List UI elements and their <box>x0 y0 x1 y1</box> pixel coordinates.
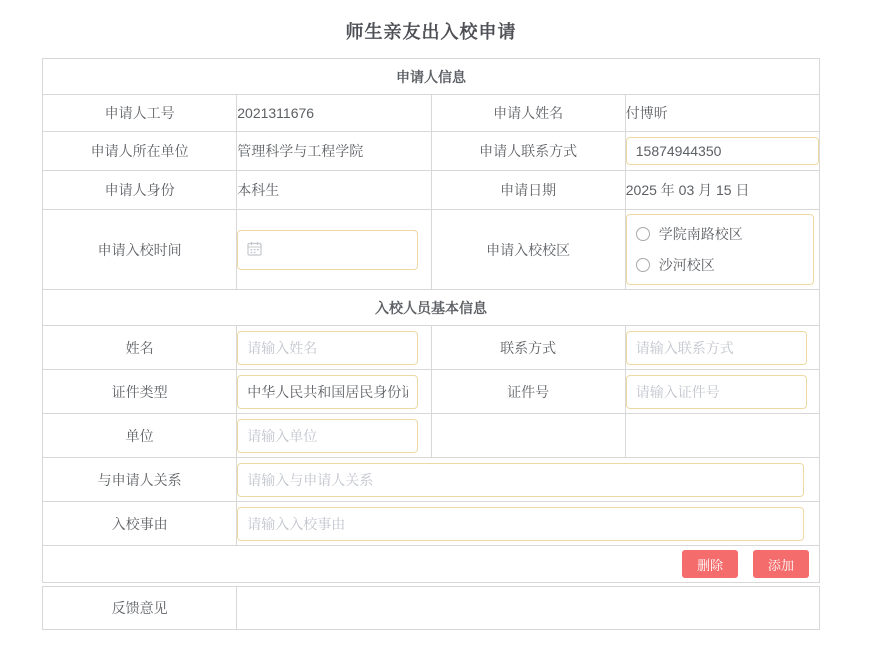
feedback-table <box>42 586 820 630</box>
relation-row <box>43 458 820 502</box>
campus-option-label: 沙河校区 <box>658 257 715 273</box>
campus-option-south-college-road[interactable] <box>636 224 813 244</box>
applicant-name-label: 申请人姓名 <box>431 95 625 132</box>
visitor-contact-label: 联系方式 <box>431 326 625 370</box>
applicant-section-header: 申请人信息 <box>43 59 820 95</box>
id-type-input[interactable] <box>237 375 418 409</box>
applicant-contact-input[interactable] <box>626 137 819 165</box>
entry-time-campus-row <box>43 210 820 290</box>
campus-option-label: 学院南路校区 <box>658 226 743 242</box>
applicant-name-value: 付博昕 <box>625 95 819 132</box>
entry-time-label: 申请入校时间 <box>43 210 237 290</box>
delete-button[interactable]: 删除 <box>682 550 738 578</box>
visitor-section-row <box>43 290 820 326</box>
feedback-label: 反馈意见 <box>43 587 237 630</box>
id-number-input[interactable] <box>626 375 807 409</box>
applicant-contact-label: 申请人联系方式 <box>431 132 625 171</box>
visitor-unit-label: 单位 <box>43 414 237 458</box>
visitor-unit-input[interactable] <box>237 419 418 453</box>
add-button[interactable]: 添加 <box>753 550 809 578</box>
work-id-label: 申请人工号 <box>43 95 237 132</box>
empty-cell <box>625 414 819 458</box>
reason-row <box>43 502 820 546</box>
application-form-table <box>42 58 820 583</box>
id-type-label: 证件类型 <box>43 370 237 414</box>
work-id-value: 2021311676 <box>237 95 431 132</box>
page-title: 师生亲友出入校申请 <box>345 22 517 42</box>
reason-input[interactable] <box>237 507 804 541</box>
visitor-id-row <box>43 370 820 414</box>
identity-date-row <box>43 171 820 210</box>
entry-time-date-picker[interactable] <box>237 230 418 270</box>
feedback-row <box>43 587 820 630</box>
applicant-unit-label: 申请人所在单位 <box>43 132 237 171</box>
feedback-value <box>237 587 820 630</box>
applicant-unit-value: 管理科学与工程学院 <box>237 132 431 171</box>
application-date-value: 2025 年 03 月 15 日 <box>625 171 819 210</box>
calendar-icon <box>247 241 262 259</box>
relation-input[interactable] <box>237 463 804 497</box>
applicant-identity-label: 申请人身份 <box>43 171 237 210</box>
unit-contact-row <box>43 132 820 171</box>
work-id-row <box>43 95 820 132</box>
relation-label: 与申请人关系 <box>43 458 237 502</box>
campus-option-shahe[interactable] <box>636 255 813 275</box>
visitor-unit-row <box>43 414 820 458</box>
applicant-section-row <box>43 59 820 95</box>
empty-cell <box>431 414 625 458</box>
actions-row <box>43 546 820 583</box>
applicant-identity-value: 本科生 <box>237 171 431 210</box>
campus-radio-group <box>626 214 814 285</box>
visitor-name-contact-row <box>43 326 820 370</box>
visitor-name-label: 姓名 <box>43 326 237 370</box>
reason-label: 入校事由 <box>43 502 237 546</box>
radio-unselected-icon[interactable] <box>636 258 650 272</box>
visitor-section-header: 入校人员基本信息 <box>43 290 820 326</box>
visitor-contact-input[interactable] <box>626 331 807 365</box>
id-number-label: 证件号 <box>431 370 625 414</box>
radio-unselected-icon[interactable] <box>636 227 650 241</box>
visitor-name-input[interactable] <box>237 331 418 365</box>
campus-label: 申请入校校区 <box>431 210 625 290</box>
application-date-label: 申请日期 <box>431 171 625 210</box>
